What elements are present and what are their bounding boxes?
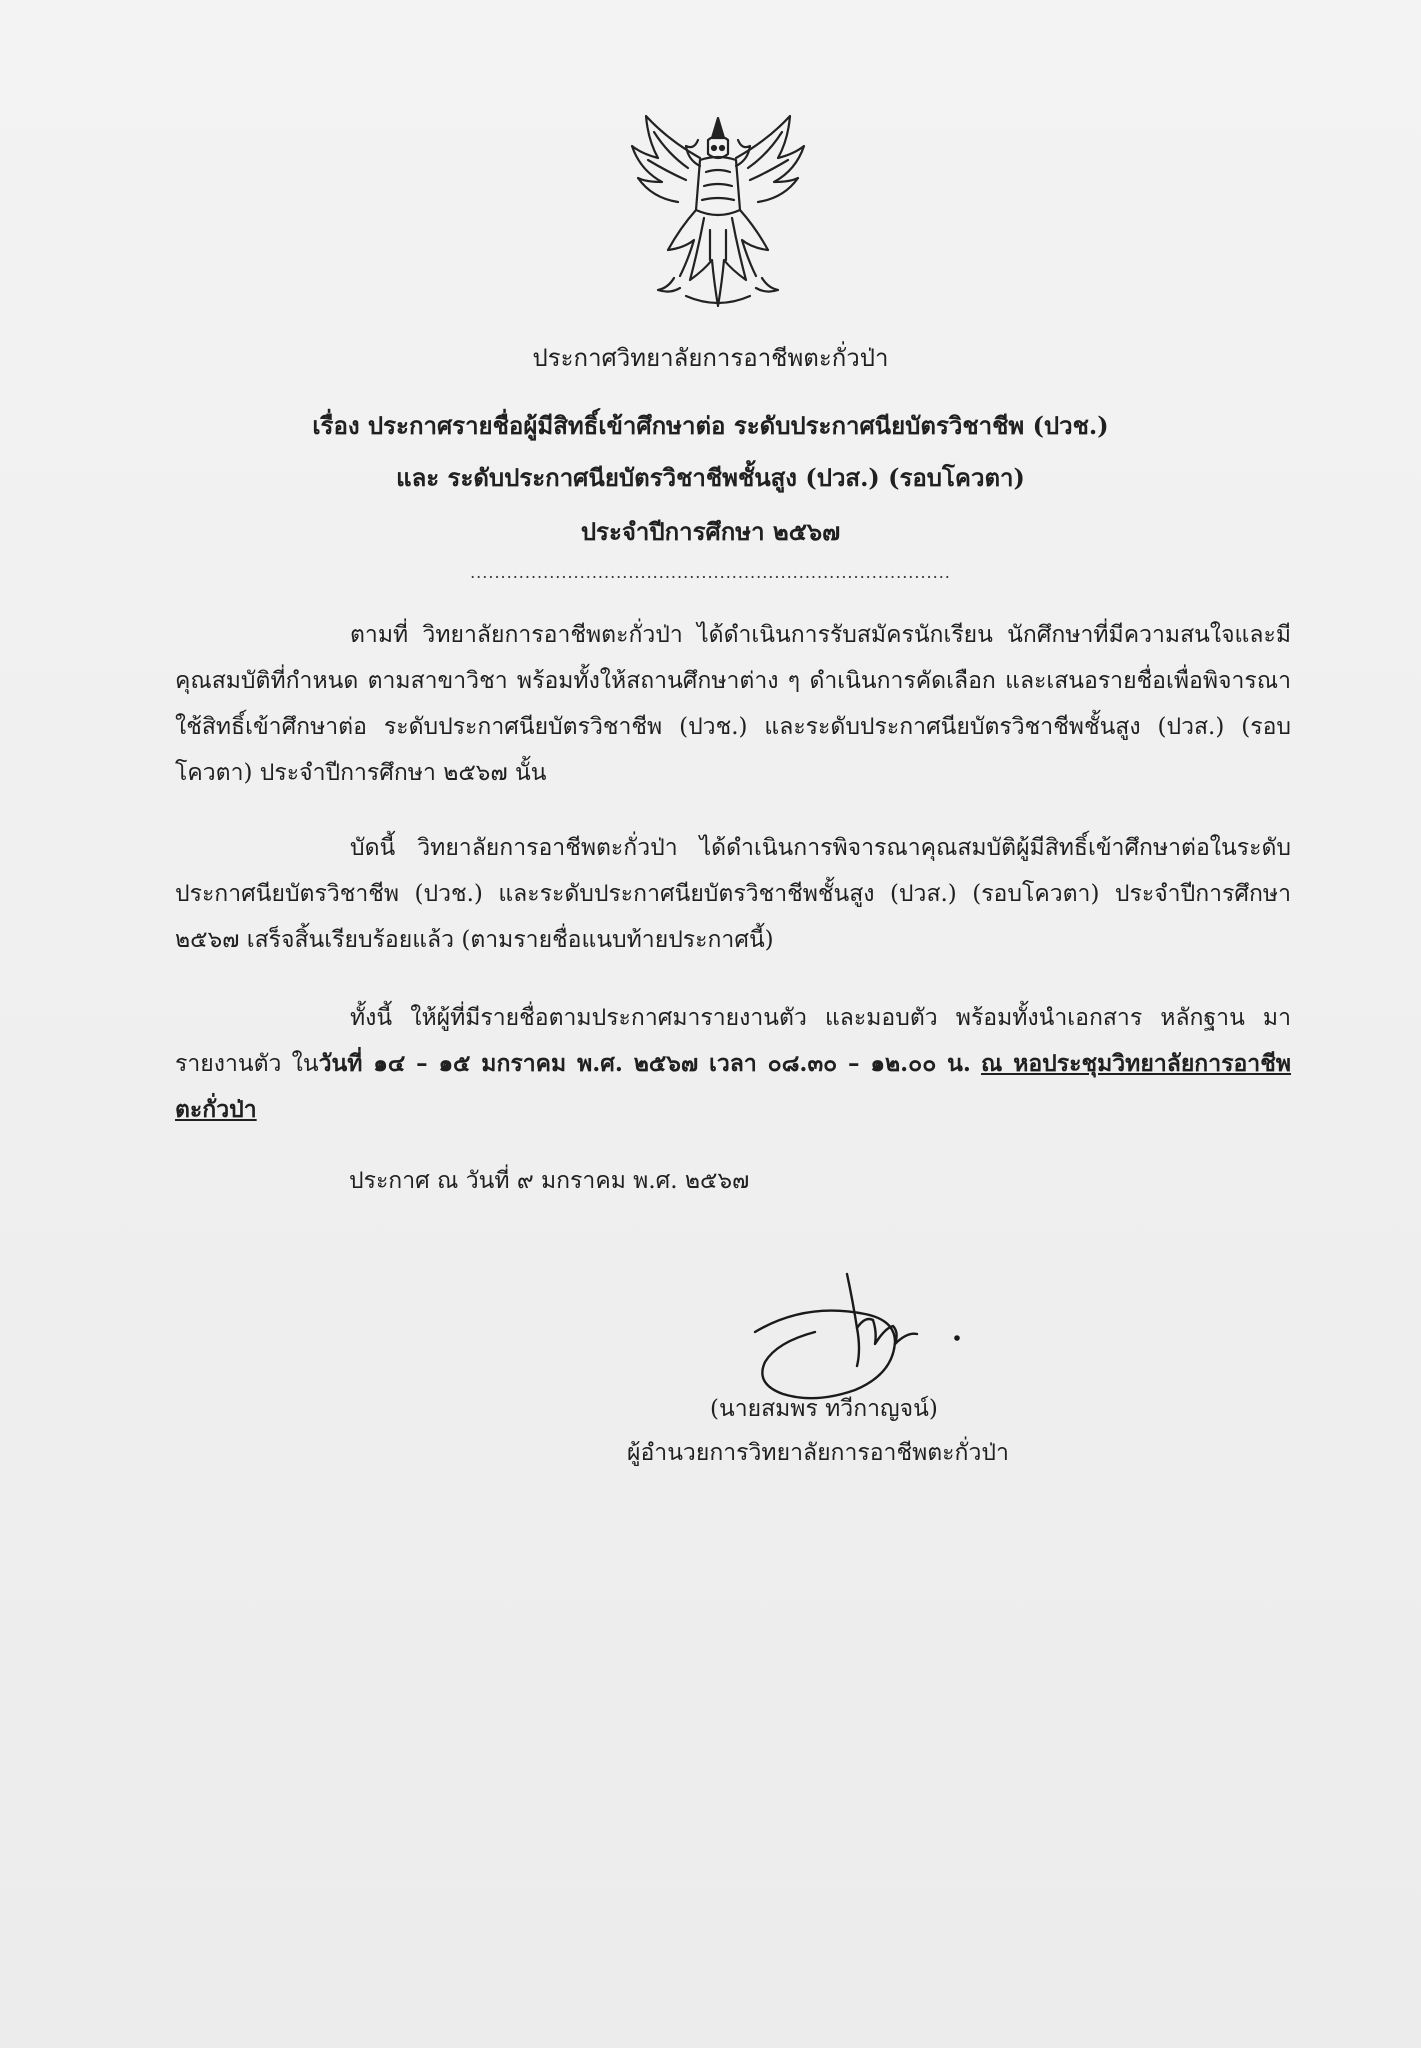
document-organization-title: ประกาศวิทยาลัยการอาชีพตะกั่วป่า [532, 344, 889, 372]
body-paragraph-1: ตามที่ วิทยาลัยการอาชีพตะกั่วป่า ได้ดำเนินการรับสมัครนักเรียน นักศึกษาที่มีความสนใจและมีคุณสมบัติที่กำหนด ตามสาขาวิชา พร้อมทั้งให้สถานศึกษาต่าง ๆ ดำเนินการคัดเลือก และเสนอรายชื่อเพื่อพิจารณาใช้สิทธิ์เข้าศึกษาต่อ ระดับประกาศนียบัตรวิชาชีพ (ปวช.) และระดับประกาศนียบัตรวิชาชีพชั้นสูง (ปวส.) (รอบโควตา) ประจำปีการศึกษา ๒๕๖๗ นั้น [175, 622, 1291, 786]
document-subject-line-1: เรื่อง ประกาศรายชื่อผู้มีสิทธิ์เข้าศึกษาต่อ ระดับประกาศนียบัตรวิชาชีพ (ปวช.) [312, 411, 1109, 440]
body-paragraph-2: บัดนี้ วิทยาลัยการอาชีพตะกั่วป่า ได้ดำเนินการพิจารณาคุณสมบัติผู้มีสิทธิ์เข้าศึกษาต่อในระดับประกาศนียบัตรวิชาชีพ (ปวช.) และระดับประกาศนียบัตรวิชาชีพชั้นสูง (ปวส.) (รอบโควตา) ประจำปีการศึกษา ๒๕๖๗ เสร็จสิ้นเรียบร้อยแล้ว (ตามรายชื่อแนบท้ายประกาศนี้) [175, 835, 1291, 953]
body-paragraph-3 [175, 995, 1291, 1133]
announcement-date: ประกาศ ณ วันที่ ๙ มกราคม พ.ศ. ๒๕๖๗ [349, 1168, 750, 1194]
handwritten-signature [745, 1262, 975, 1412]
document-subject-line-2: และ ระดับประกาศนียบัตรวิชาชีพชั้นสูง (ปวส.) (รอบโควตา) [396, 463, 1025, 492]
separator-dotted-line: ............................................................................... [470, 563, 951, 582]
signer-name: (นายสมพร ทวีกาญจน์) [710, 1396, 938, 1422]
academic-year-heading: ประจำปีการศึกษา ๒๕๖๗ [580, 517, 841, 546]
reporting-venue: ณ หอประชุมวิทยาลัยการอาชีพตะกั่วป่า [175, 1050, 1291, 1123]
paragraph-3-lead-text: ทั้งนี้ ให้ผู้ที่มีรายชื่อตามประกาศมารายงานตัว และมอบตัว พร้อมทั้งนำเอกสาร หลักฐาน มารายงานตัว ใน [175, 1005, 1291, 1077]
reporting-date-time: วันที่ ๑๔ – ๑๕ มกราคม พ.ศ. ๒๕๖๗ เวลา ๐๘.๓๐ – ๑๒.๐๐ น. [318, 1050, 971, 1077]
garuda-emblem-icon [628, 110, 808, 320]
signer-title: ผู้อำนวยการวิทยาลัยการอาชีพตะกั่วป่า [627, 1440, 1009, 1466]
